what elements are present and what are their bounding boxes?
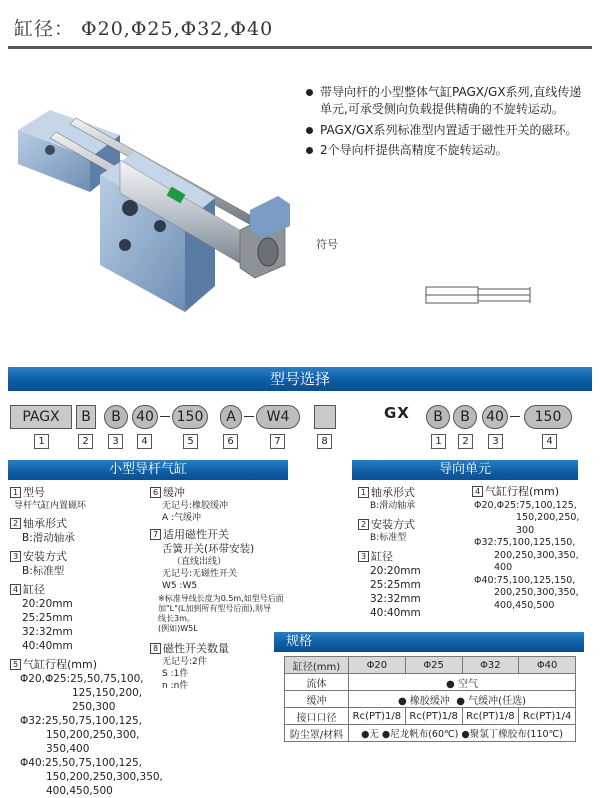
code-bearing: B [76, 405, 96, 429]
option-bore: 3 缸径 20:20mm 25:25mm 32:32mm 40:40mm [358, 550, 468, 620]
spec-band: 规格 [274, 632, 584, 652]
option-switch: 7 适用磁性开关 舌簧开关(环带安装) （直线出线） 无记号:无磁性开关 W5 :W5 ※标准导线长度为0.5m,如型号后面 加"L"(L加到所有型号后面),则导 线长3m。 (例如)W5L [150, 528, 340, 634]
model-selection-band: 型号选择 [8, 367, 592, 391]
option-mounting: 3 安装方式 B:标准型 [10, 550, 150, 578]
option-bearing: 2 轴承形式 B:滑动轴承 [10, 517, 150, 545]
title-divider [8, 46, 592, 49]
code-switch-qty [314, 405, 336, 429]
code-number: 3 [488, 434, 503, 449]
option-stroke: 4 气缸行程(mm) Φ20,Φ25:75,100,125, 150,200,250, 300 Φ32:75,100,125,150, 200,250,300,350, 400 Φ40:75,100,125,150, 200,250,300,350, 400,450,500 [474, 485, 580, 611]
option-bore: 4 缸径 20:20mm 25:25mm 32:32mm 40:40mm [10, 583, 150, 653]
code-number: 2 [458, 434, 473, 449]
feature-item: PAGX/GX系列标准型内置适于磁性开关的磁环。 [320, 122, 590, 139]
option-model: 1 型号 导杆气缸内置磁环 [10, 486, 150, 512]
code-number: 1 [34, 434, 49, 449]
code-bearing: B [426, 405, 450, 429]
code-number: 1 [431, 434, 446, 449]
table-row: 缸径(mm) Φ20 Φ25 Φ32 Φ40 [285, 657, 576, 674]
symbol-label: 符号 [316, 238, 338, 251]
code-number: 3 [108, 434, 123, 449]
code-bore: 40 [482, 405, 508, 429]
cylinder-photo [10, 80, 300, 340]
spec-table [284, 656, 576, 742]
feature-item: 带导向杆的小型整体气缸PAGX/GX系列,直线传递单元,可承受侧向负载提供精确的不旋转运动。 [320, 84, 590, 118]
code-cushion: A [220, 405, 242, 429]
code-mounting: B [453, 405, 477, 429]
option-mounting: 2 安装方式 B:标准型 [358, 518, 468, 544]
guide-options-left [358, 486, 468, 620]
code-number: 4 [137, 434, 152, 449]
code-number: 5 [183, 434, 198, 449]
code-number: 8 [317, 434, 332, 449]
guide-options-right [472, 486, 594, 612]
small-options-left [10, 486, 163, 798]
code-number: 6 [223, 434, 238, 449]
option-bearing: 1 轴承形式 B:滑动轴承 [358, 486, 468, 512]
code-mounting: B [104, 405, 128, 429]
code-dash [244, 416, 254, 417]
option-stroke: 5 气缸行程(mm) Φ20,Φ25:25,50,75,100, 125,150,200, 250,300 Φ32:25,50,75,100,125, 150,200,250,300, 350,400 Φ40:25,50,75,100,125, 150,200,250,300,350, 400,450,500 [10, 658, 150, 798]
guide-unit-band: 导向单元 [352, 460, 578, 480]
feature-item: 2个导向杆提供高精度不旋转运动。 [320, 142, 590, 159]
code-switch: W4 [256, 405, 300, 429]
small-cylinder-band: 小型导杆气缸 [8, 460, 288, 480]
cylinder-symbol [420, 285, 540, 309]
code-number: 2 [78, 434, 93, 449]
code-stroke: 150 [524, 405, 572, 429]
gx-code-label: GX [384, 404, 410, 422]
code-number: 7 [270, 434, 285, 449]
code-series: PAGX [10, 405, 72, 429]
code-stroke: 150 [172, 405, 208, 429]
code-dash [160, 416, 170, 417]
code-bore: 40 [132, 405, 158, 429]
option-switch-qty: 8 磁性开关数量 无记号:2件 S :1件 n :n件 [150, 642, 340, 692]
code-dash [510, 416, 520, 417]
code-number: 4 [542, 434, 557, 449]
option-cushion: 6 缓冲 无记号:橡胶缓冲 A :气缓冲 [150, 486, 340, 524]
table-row: 防尘罩/材料 ●无 ●尼龙帆布(60℃) ●聚氯丁橡胶布(110℃) [285, 725, 576, 742]
table-row: 缓冲 ● 橡胶缓冲 ● 气缓冲(任选) [285, 691, 576, 708]
page-title: 缸径： Φ20,Φ25,Φ32,Φ40 [14, 18, 274, 40]
table-row: 接口口径 Rc(PT)1/8 Rc(PT)1/8 Rc(PT)1/8 Rc(PT)1/4 [285, 708, 576, 725]
table-row: 流体 ● 空气 [285, 674, 576, 691]
